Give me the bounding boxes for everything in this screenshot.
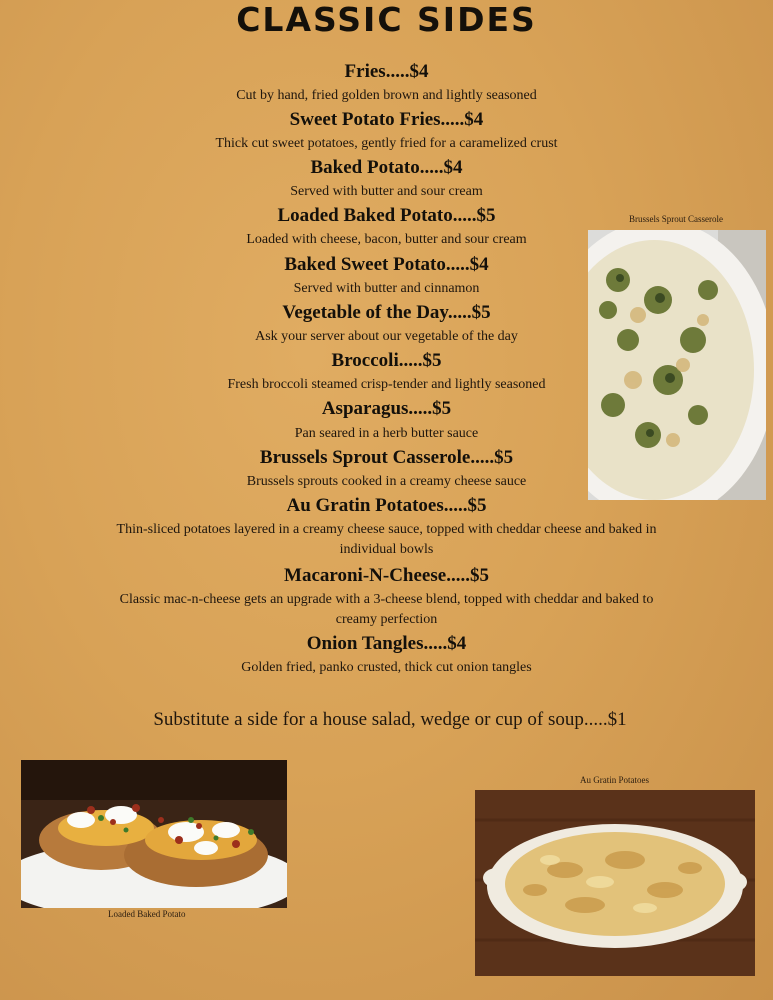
menu-item-description: Fresh broccoli steamed crisp-tender and lightly seasoned	[227, 377, 546, 392]
menu-item-description: Loaded with cheese, bacon, butter and sour cream	[246, 232, 527, 247]
menu-item-description: Brussels sprouts cooked in a creamy cheese sauce	[246, 474, 527, 489]
menu-item-name: Sweet Potato Fries.....$4	[289, 109, 484, 130]
menu-item-name: Asparagus.....$5	[321, 398, 452, 419]
photo-caption-au-gratin: Au Gratin Potatoes	[580, 775, 649, 785]
menu-item-name: Macaroni-N-Cheese.....$5	[284, 565, 489, 586]
brussels-casserole-photo	[588, 230, 766, 500]
menu-item-name: Broccoli.....$5	[331, 350, 442, 371]
menu-item-description: Golden fried, panko crusted, thick cut onion tangles	[241, 660, 532, 675]
photo-caption-loaded-potato: Loaded Baked Potato	[108, 909, 186, 919]
menu-item-name: Brussels Sprout Casserole.....$5	[259, 447, 514, 468]
menu-item-description: Pan seared in a herb butter sauce	[294, 426, 479, 441]
menu-item-description: Thick cut sweet potatoes, gently fried for a caramelized crust	[215, 136, 558, 151]
menu-item-name: Baked Sweet Potato.....$4	[284, 254, 489, 275]
menu-item-name: Vegetable of the Day.....$5	[282, 302, 491, 323]
menu-item-description: Classic mac-n-cheese gets an upgrade with a 3-cheese blend, topped with cheddar and baked to creamy perfection	[119, 592, 654, 627]
menu-item-name: Loaded Baked Potato.....$5	[277, 205, 496, 226]
menu-item-description: Served with butter and cinnamon	[293, 281, 480, 296]
menu-item-name: Au Gratin Potatoes.....$5	[286, 495, 487, 516]
photo-caption-brussels: Brussels Sprout Casserole	[629, 214, 723, 224]
loaded-potato-photo	[21, 760, 287, 908]
substitute-note: Substitute a side for a house salad, wedge or cup of soup.....$1	[153, 709, 627, 730]
menu-item-name: Onion Tangles.....$4	[306, 633, 467, 654]
menu-item-description: Thin-sliced potatoes layered in a creamy cheese sauce, topped with cheddar cheese and baked in individual bowls	[116, 522, 657, 557]
menu-item-name: Fries.....$4	[344, 61, 429, 82]
menu-item-description: Served with butter and sour cream	[290, 184, 483, 199]
page-title: CLASSIC SIDES	[236, 0, 537, 39]
au-gratin-photo	[475, 790, 755, 976]
menu-item-description: Ask your server about our vegetable of the day	[255, 329, 518, 344]
menu-item-description: Cut by hand, fried golden brown and lightly seasoned	[236, 88, 537, 103]
menu-item-name: Baked Potato.....$4	[310, 157, 463, 178]
